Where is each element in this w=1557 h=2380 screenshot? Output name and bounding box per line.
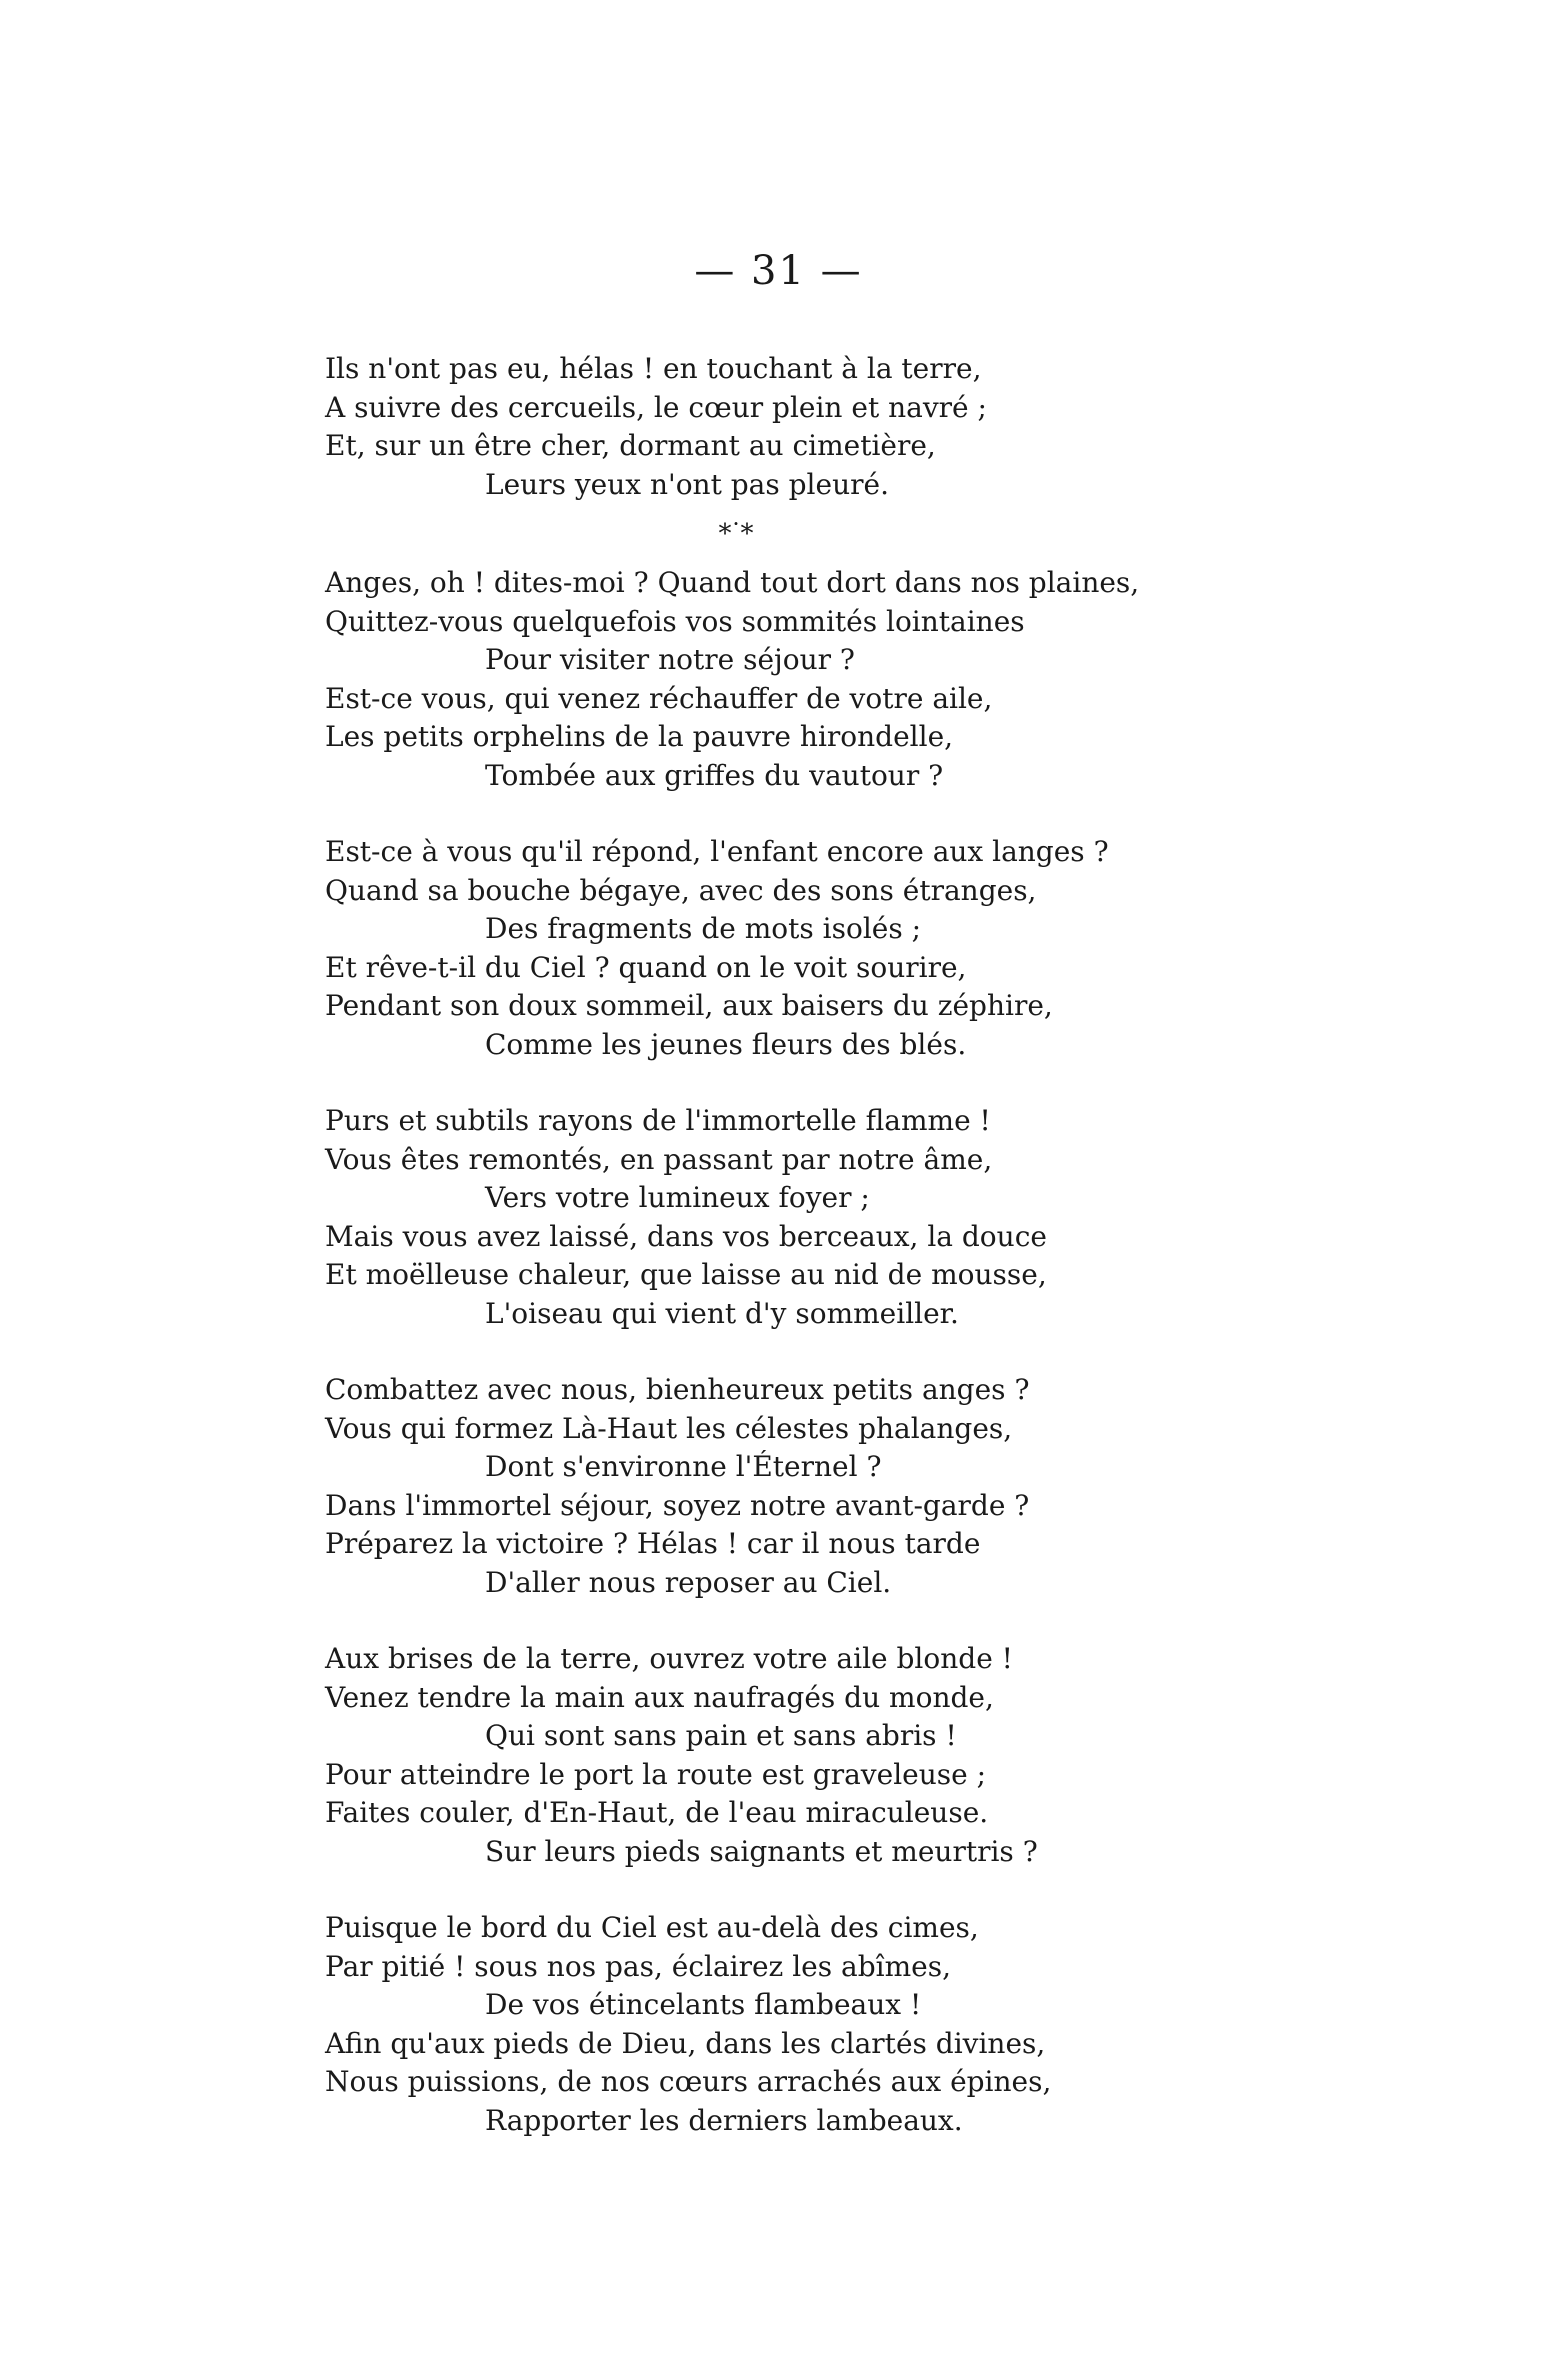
verse-line: Nous puissions, de nos cœurs arrachés aux épines,	[325, 2065, 1052, 2098]
verse-line: Pendant son doux sommeil, aux baisers du zéphire,	[325, 989, 1053, 1022]
page-number: — 31 —	[694, 248, 863, 294]
stanza-gap	[325, 1064, 1325, 1102]
verse-line: Comme les jeunes fleurs des blés.	[485, 1027, 967, 1061]
verse-line: Préparez la victoire ? Hélas ! car il nous tarde	[325, 1527, 981, 1560]
verse-line: Dont s'environne l'Éternel ?	[485, 1450, 882, 1483]
verse-line: Et rêve-t-il du Ciel ? quand on le voit sourire,	[325, 950, 967, 984]
verse-line: Par pitié ! sous nos pas, éclairez les abîmes,	[325, 1949, 951, 1983]
verse-line: Pour atteindre le port la route est graveleuse ;	[325, 1757, 987, 1791]
stanza-gap	[325, 1333, 1325, 1371]
stanza	[325, 1909, 1325, 2140]
verse-line: Dans l'immortel séjour, soyez notre avant-garde ?	[325, 1488, 1030, 1522]
verse-line: A suivre des cercueils, le cœur plein et navré ;	[325, 390, 987, 424]
verse-line: Purs et subtils rayons de l'immortelle flamme !	[325, 1104, 991, 1137]
verse-line: Pour visiter notre séjour ?	[485, 643, 855, 676]
verse-line: Rapporter les derniers lambeaux.	[485, 2103, 963, 2137]
verse-line: Mais vous avez laissé, dans vos berceaux, la douce	[325, 1219, 1047, 1253]
asterism-ornament: *˙*	[718, 519, 752, 549]
verse-line: Ils n'ont pas eu, hélas ! en touchant à la terre,	[325, 352, 982, 385]
verse-line: Les petits orphelins de la pauvre hirondelle,	[325, 720, 954, 753]
poem	[325, 350, 1325, 2140]
verse-line: Vous qui formez Là-Haut les célestes phalanges,	[325, 1411, 1013, 1445]
verse-line: Combattez avec nous, bienheureux petits anges ?	[325, 1373, 1030, 1406]
verse-line: Des fragments de mots isolés ;	[485, 912, 922, 945]
verse-line: L'oiseau qui vient d'y sommeiller.	[485, 1296, 959, 1330]
verse-line: Faites couler, d'En-Haut, de l'eau miraculeuse.	[325, 1796, 989, 1829]
stanza-gap	[325, 1602, 1325, 1640]
stanza	[325, 1371, 1325, 1602]
verse-line: Afin qu'aux pieds de Dieu, dans les clartés divines,	[325, 2026, 1046, 2060]
verse-line: Anges, oh ! dites-moi ? Quand tout dort dans nos plaines,	[325, 566, 1140, 599]
verse-line: Venez tendre la main aux naufragés du monde,	[325, 1680, 994, 1714]
verse-line: Vers votre lumineux foyer ;	[485, 1181, 870, 1214]
verse-line: Puisque le bord du Ciel est au-delà des cimes,	[325, 1911, 979, 1944]
verse-line: Quand sa bouche bégaye, avec des sons étranges,	[325, 873, 1037, 907]
stanza	[325, 833, 1325, 1064]
stanza	[325, 564, 1325, 795]
verse-line: Est-ce à vous qu'il répond, l'enfant encore aux langes ?	[325, 835, 1109, 868]
verse-line: Leurs yeux n'ont pas pleuré.	[485, 467, 889, 501]
stanza	[325, 1102, 1325, 1333]
verse-line: De vos étincelants flambeaux !	[485, 1988, 922, 2021]
verse-line: Sur leurs pieds saignants et meurtris ?	[485, 1834, 1038, 1868]
verse-line: Tombée aux griffes du vautour ?	[485, 758, 944, 792]
verse-line: D'aller nous reposer au Ciel.	[485, 1565, 892, 1599]
verse-line: Et, sur un être cher, dormant au cimetière,	[325, 429, 936, 462]
stanza	[325, 350, 1325, 504]
verse-line: Aux brises de la terre, ouvrez votre aile blonde !	[325, 1642, 1013, 1675]
stanza-gap	[325, 1871, 1325, 1909]
verse-line: Et moëlleuse chaleur, que laisse au nid de mousse,	[325, 1258, 1047, 1291]
verse-line: Est-ce vous, qui venez réchauffer de votre aile,	[325, 681, 993, 715]
verse-line: Vous êtes remontés, en passant par notre âme,	[325, 1142, 993, 1176]
verse-line: Quittez-vous quelquefois vos sommités lointaines	[325, 604, 1025, 638]
verse-line: Qui sont sans pain et sans abris !	[485, 1719, 957, 1752]
stanza-gap	[325, 795, 1325, 833]
stanza	[325, 1640, 1325, 1871]
